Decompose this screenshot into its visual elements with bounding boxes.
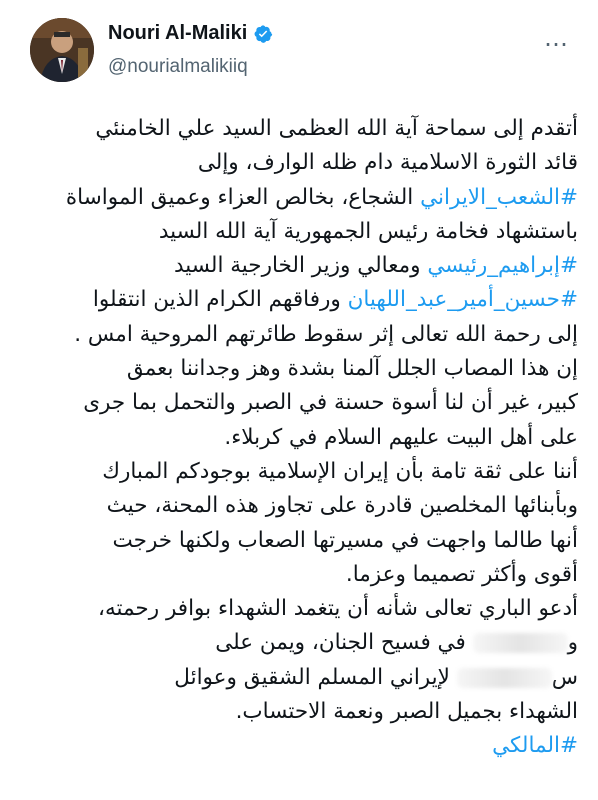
tweet-text-segment: أقوى وأكثر تصميما وعزما. — [345, 561, 578, 587]
tweet-text-segment: أننا على ثقة تامة بأن إيران الإسلامية بوجودكم المبارك — [102, 458, 578, 484]
avatar[interactable] — [30, 18, 94, 82]
tweet-text-segment: الشهداء بجميل الصبر ونعمة الاحتساب. — [235, 699, 578, 725]
author-name[interactable]: Nouri Al-Maliki — [108, 22, 248, 44]
hashtag-link[interactable]: #حسين_أمير_عبد_اللهيان — [347, 287, 578, 313]
tweet-line — [20, 249, 578, 283]
tweet-line — [20, 386, 578, 420]
tweet-line — [20, 661, 578, 695]
tweet-text-segment: أتقدم إلى سماحة آية الله العظمى السيد علي الخامنئي — [95, 116, 578, 141]
hashtag-link[interactable]: #الشعب_الايراني — [420, 184, 578, 210]
tweet-line — [20, 318, 578, 352]
tweet-line — [20, 455, 578, 489]
avatar-photo-icon — [30, 18, 94, 82]
tweet-text-segment: وبأبنائها المخلصين قادرة على تجاوز هذه المحنة، حيث — [106, 493, 578, 519]
tweet-text-segment: قائد الثورة الاسلامية دام ظله الوارف، وإلى — [197, 150, 578, 176]
tweet-text-segment: و — [567, 630, 578, 656]
tweet-line — [20, 489, 578, 523]
tweet-text-segment: على أهل البيت عليهم السلام في كربلاء. — [224, 424, 578, 450]
blurred-text — [473, 633, 568, 653]
tweet-text-segment: لإيراني المسلم الشقيق وعوائل — [174, 664, 457, 690]
tweet-text-segment: س — [551, 664, 578, 690]
author-handle[interactable]: @nourialmalikiiq — [108, 56, 248, 77]
hashtag-link[interactable]: #إبراهيم_رئيسي — [427, 253, 578, 279]
more-options-icon[interactable]: … — [544, 24, 570, 52]
blurred-text — [457, 668, 552, 688]
tweet-text-segment: ورفاقهم الكرام الذين انتقلوا — [92, 287, 348, 313]
tweet-text-segment: في فسيح الجنان، ويمن على — [215, 630, 473, 656]
tweet-line — [20, 524, 578, 558]
tweet-text-segment: الشجاع، بخالص العزاء وعميق المواساة — [65, 184, 421, 210]
tweet-line — [20, 558, 578, 592]
tweet-line — [20, 112, 578, 146]
tweet-text-segment: إلى رحمة الله تعالى إثر سقوط طائرتهم المروحية امس . — [74, 321, 578, 347]
tweet-line — [20, 283, 578, 317]
tweet-line — [20, 181, 578, 215]
tweet-line — [20, 729, 578, 763]
tweet-text-segment: ومعالي وزير الخارجية السيد — [173, 253, 428, 279]
tweet-line — [20, 352, 578, 386]
tweet-line — [20, 626, 578, 660]
tweet-text-segment: أدعو الباري تعالى شأنه أن يتغمد الشهداء بوافر رحمته، — [98, 596, 578, 622]
hashtag-link[interactable]: #المالكي — [492, 733, 578, 759]
tweet-text-segment: أنها طالما واجهت في مسيرتها الصعاب ولكنها خرجت — [112, 527, 578, 553]
tweet-line — [20, 215, 578, 249]
tweet-text — [20, 112, 578, 764]
tweet-line — [20, 695, 578, 729]
tweet-line — [20, 421, 578, 455]
tweet-line — [20, 592, 578, 626]
tweet-header — [0, 0, 598, 100]
tweet-line — [20, 146, 578, 180]
verified-badge-icon — [253, 24, 273, 44]
tweet-text-segment: باستشهاد فخامة رئيس الجمهورية آية الله السيد — [158, 218, 578, 244]
tweet-text-segment: كبير، غير أن لنا أسوة حسنة في الصبر والتحمل بما جرى — [83, 390, 578, 416]
tweet-text-segment: إن هذا المصاب الجلل آلمنا بشدة وهز وجداننا بعمق — [126, 356, 578, 382]
